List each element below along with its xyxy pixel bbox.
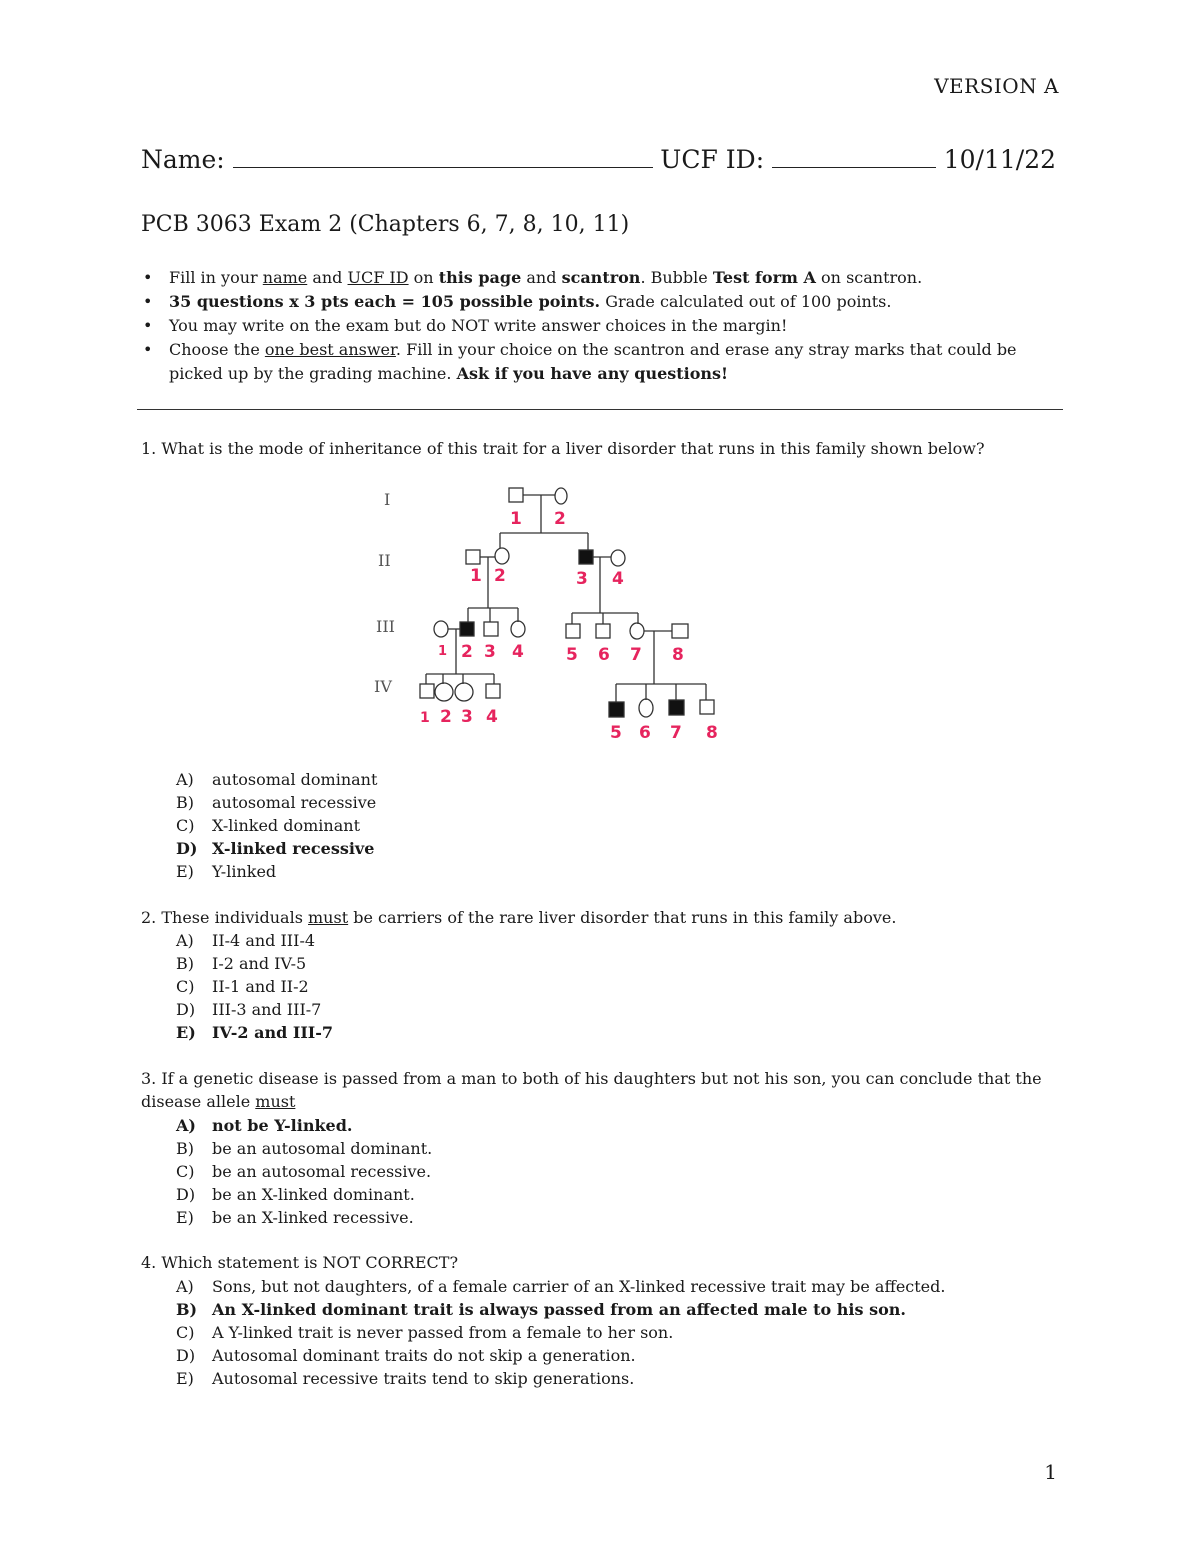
individual-label: 2 (494, 566, 506, 586)
pedigree-female (630, 623, 644, 639)
individual-label: 2 (440, 707, 452, 727)
pedigree-female (434, 621, 448, 637)
pedigree-female (611, 550, 625, 566)
answer-option[interactable]: A) II-4 and III-4 (176, 931, 316, 950)
exam-date: 10/11/22 (943, 145, 1056, 174)
pedigree-male (486, 684, 500, 698)
pedigree-affected-male (609, 702, 624, 717)
instruction-item: • 35 questions x 3 pts each = 105 possible points. Grade calculated out of 100 points. (141, 290, 1051, 314)
individual-label: 1 (438, 644, 448, 659)
answer-option[interactable]: C) X-linked dominant (176, 816, 360, 835)
question-3-text: 3. If a genetic disease is passed from a man to both of his daughters but not his son, you can conclude that the disease allele must (141, 1069, 1042, 1111)
pedigree-male (672, 624, 688, 638)
individual-label: 6 (598, 645, 610, 665)
pedigree-female (639, 699, 653, 717)
individual-label: 3 (461, 707, 473, 727)
individual-label: 3 (576, 569, 588, 589)
pedigree-female (435, 683, 453, 701)
instruction-item: • Fill in your name and UCF ID on this page and scantron. Bubble Test form A on scantron. (141, 266, 1051, 290)
answer-option[interactable]: E) be an X-linked recessive. (176, 1208, 414, 1227)
pedigree-affected-male (579, 550, 593, 564)
ucf-id-label: UCF ID: (660, 145, 765, 174)
individual-label: 7 (670, 723, 682, 743)
generation-label: I (384, 490, 391, 509)
answer-option[interactable]: E) Autosomal recessive traits tend to skip generations. (176, 1369, 635, 1388)
answer-option[interactable]: A) Sons, but not daughters, of a female carrier of an X-linked recessive trait may be affected. (176, 1277, 946, 1296)
answer-option[interactable]: C) A Y-linked trait is never passed from a female to her son. (176, 1323, 674, 1342)
name-blank[interactable] (233, 149, 653, 168)
answer-option-correct[interactable]: B) An X-linked dominant trait is always passed from an affected male to his son. (176, 1300, 906, 1319)
individual-label: 1 (420, 710, 430, 726)
generation-label: III (376, 617, 395, 636)
question-2-text: 2. These individuals must be carriers of the rare liver disorder that runs in this family above. (141, 908, 897, 927)
answer-option[interactable]: D) Autosomal dominant traits do not skip a generation. (176, 1346, 636, 1365)
individual-label: 8 (672, 645, 684, 665)
pedigree-female (511, 621, 525, 637)
answer-option[interactable]: E) Y-linked (176, 862, 277, 881)
answer-option[interactable]: C) be an autosomal recessive. (176, 1162, 432, 1181)
question-4-options (176, 1275, 945, 1390)
generation-label: II (378, 551, 391, 570)
individual-label: 8 (706, 723, 718, 743)
individual-label: 1 (510, 509, 522, 529)
pedigree-male (420, 684, 434, 698)
pedigree-male (509, 488, 523, 502)
pedigree-affected-male (460, 622, 474, 636)
exam-title: PCB 3063 Exam 2 (Chapters 6, 7, 8, 10, 11) (141, 212, 630, 237)
answer-option-correct[interactable]: E) IV-2 and III-7 (176, 1023, 334, 1042)
pedigree-female (455, 683, 473, 701)
instructions-list (141, 266, 1051, 386)
pedigree-male (566, 624, 580, 638)
pedigree-chart (360, 478, 760, 746)
header-line (141, 145, 1056, 174)
individual-label: 5 (566, 645, 578, 665)
individual-label: 6 (639, 723, 651, 743)
pedigree-female (495, 548, 509, 564)
answer-option[interactable]: A) autosomal dominant (176, 770, 378, 789)
pedigree-male (700, 700, 714, 714)
pedigree-affected-male (669, 700, 684, 715)
individual-label: 5 (610, 723, 622, 743)
version-label: VERSION A (934, 74, 1059, 98)
name-label: Name: (141, 145, 225, 174)
instruction-item: • You may write on the exam but do NOT write answer choices in the margin! (141, 314, 1051, 338)
answer-option[interactable]: B) be an autosomal dominant. (176, 1139, 433, 1158)
pedigree-male (484, 622, 498, 636)
name-field[interactable] (141, 145, 653, 174)
answer-option[interactable]: D) III-3 and III-7 (176, 1000, 322, 1019)
individual-label: 3 (484, 642, 496, 662)
individual-label: 4 (612, 569, 624, 589)
question-3-options (176, 1114, 432, 1229)
question-1-options (176, 768, 377, 883)
individual-label: 4 (512, 642, 524, 662)
answer-option[interactable]: D) be an X-linked dominant. (176, 1185, 415, 1204)
answer-option[interactable]: B) autosomal recessive (176, 793, 377, 812)
pedigree-male (596, 624, 610, 638)
individual-label: 2 (554, 509, 566, 529)
individual-label: 4 (486, 707, 498, 727)
answer-option[interactable]: C) II-1 and II-2 (176, 977, 309, 996)
answer-option[interactable]: B) I-2 and IV-5 (176, 954, 307, 973)
page-number: 1 (1044, 1460, 1057, 1484)
ucf-id-blank[interactable] (772, 149, 936, 168)
individual-label: 1 (470, 566, 482, 586)
pedigree-male (466, 550, 480, 564)
individual-label: 2 (461, 642, 473, 662)
generation-label: IV (374, 677, 392, 696)
question-1-text: 1. What is the mode of inheritance of this trait for a liver disorder that runs in this family shown below? (141, 439, 985, 458)
individual-label: 7 (630, 645, 642, 665)
divider (137, 409, 1063, 410)
question-4-text: 4. Which statement is NOT CORRECT? (141, 1253, 459, 1272)
answer-option-correct[interactable]: A) not be Y-linked. (176, 1116, 353, 1135)
answer-option-correct[interactable]: D) X-linked recessive (176, 839, 375, 858)
ucf-id-field[interactable] (660, 145, 936, 174)
pedigree-female (555, 488, 567, 504)
instruction-item: • Choose the one best answer. Fill in your choice on the scantron and erase any stray marks that could be picked up by the grading machine. Ask if you have any questions! (141, 338, 1051, 386)
question-2-options (176, 929, 333, 1044)
